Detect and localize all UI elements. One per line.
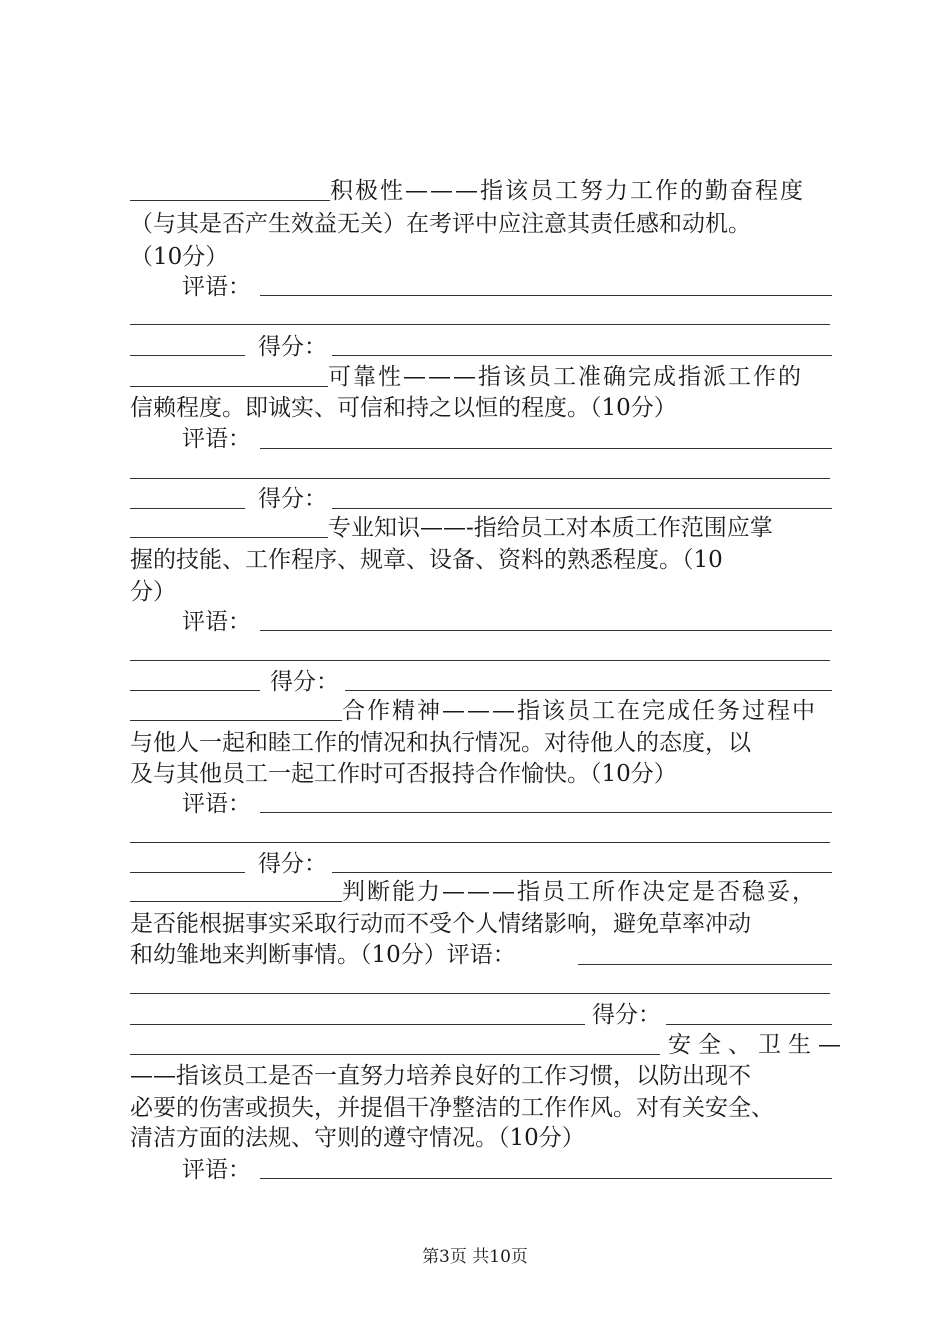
section-4-title: 合作精神———指该员工在完成任务过程中 (342, 698, 817, 724)
comment-field[interactable] (260, 812, 832, 813)
comment-label: 评语： (182, 274, 251, 300)
blank-line (130, 174, 330, 201)
section-6-text-3: 必要的伤害或损失，并提倡干净整洁的工作作风。对有关安全、 (130, 1095, 774, 1121)
section-6-title-line (130, 1028, 848, 1062)
comment-field[interactable] (260, 1178, 832, 1179)
comment-field-continued[interactable] (130, 324, 830, 325)
blank-line (130, 511, 328, 538)
comment-field-continued[interactable] (130, 660, 830, 661)
section-4-text-3: 及与其他员工一起工作时可否报持合作愉快。（10分） (130, 761, 677, 787)
comment-field[interactable] (260, 630, 832, 631)
section-2-title: 可靠性———指该员工准确完成指派工作的 (328, 364, 803, 390)
section-1-title-line (130, 174, 805, 208)
section-6-text-4: 清洁方面的法规、守则的遵守情况。（10分） (130, 1125, 585, 1151)
section-6-text-2: ——指该员工是否一直努力培养良好的工作习惯，以防出现不 (130, 1063, 751, 1089)
score-label: 得分： (258, 486, 327, 512)
score-label: 得分： (270, 669, 339, 695)
comment-field-continued[interactable] (130, 993, 830, 994)
comment-label: 评语： (182, 791, 251, 817)
section-1-title: 积极性———指该员工努力工作的勤奋程度 (330, 178, 805, 204)
score-field[interactable] (332, 872, 832, 873)
section-4-text-2: 与他人一起和睦工作的情况和执行情况。对待他人的态度，以 (130, 730, 751, 756)
comment-field-continued[interactable] (130, 842, 830, 843)
section-5-title: 判断能力———指员工所作决定是否稳妥， (342, 879, 817, 905)
blank-line (130, 690, 260, 691)
blank-line (130, 508, 245, 509)
comment-label: 评语： (182, 426, 251, 452)
comment-field[interactable] (260, 448, 832, 449)
section-5-title-line (130, 875, 817, 909)
score-label: 得分： (258, 334, 327, 360)
comment-label: 评语： (182, 1157, 251, 1183)
section-3-title-line (130, 511, 773, 545)
blank-line (130, 694, 342, 721)
blank-line (130, 872, 245, 873)
page-footer: 第3页 共10页 (422, 1247, 528, 1267)
blank-line (130, 1028, 660, 1055)
score-field[interactable] (345, 690, 832, 691)
score-field[interactable] (332, 355, 832, 356)
section-6-title: 安全、卫生— (668, 1032, 848, 1058)
section-4-title-line (130, 694, 817, 728)
comment-field[interactable] (578, 964, 832, 965)
section-3-title: 专业知识——-指给员工对本质工作范围应掌 (328, 515, 773, 541)
blank-line (130, 360, 328, 387)
blank-line (130, 355, 245, 356)
comment-field[interactable] (260, 295, 832, 296)
score-label: 得分： (592, 1002, 661, 1028)
score-field[interactable] (332, 508, 832, 509)
section-1-text-2: （与其是否产生效益无关）在考评中应注意其责任感和动机。 (130, 211, 751, 237)
score-label: 得分： (258, 851, 327, 877)
comment-field-continued[interactable] (130, 478, 830, 479)
section-5-text-3: 和幼雏地来判断事情。（10分）评语： (130, 942, 516, 968)
score-field[interactable] (666, 1024, 832, 1025)
section-3-text-2: 握的技能、工作程序、规章、设备、资料的熟悉程度。（10 (130, 547, 723, 573)
section-5-text-2: 是否能根据事实采取行动而不受个人情绪影响，避免草率冲动 (130, 911, 751, 937)
section-3-text-3: 分） (130, 579, 176, 605)
section-2-text-2: 信赖程度。即诚实、可信和持之以恒的程度。（10分） (130, 395, 677, 421)
blank-line (130, 1024, 585, 1025)
section-2-title-line (130, 360, 803, 394)
comment-label: 评语： (182, 609, 251, 635)
section-1-text-3: （10分） (130, 244, 229, 270)
blank-line (130, 875, 342, 902)
